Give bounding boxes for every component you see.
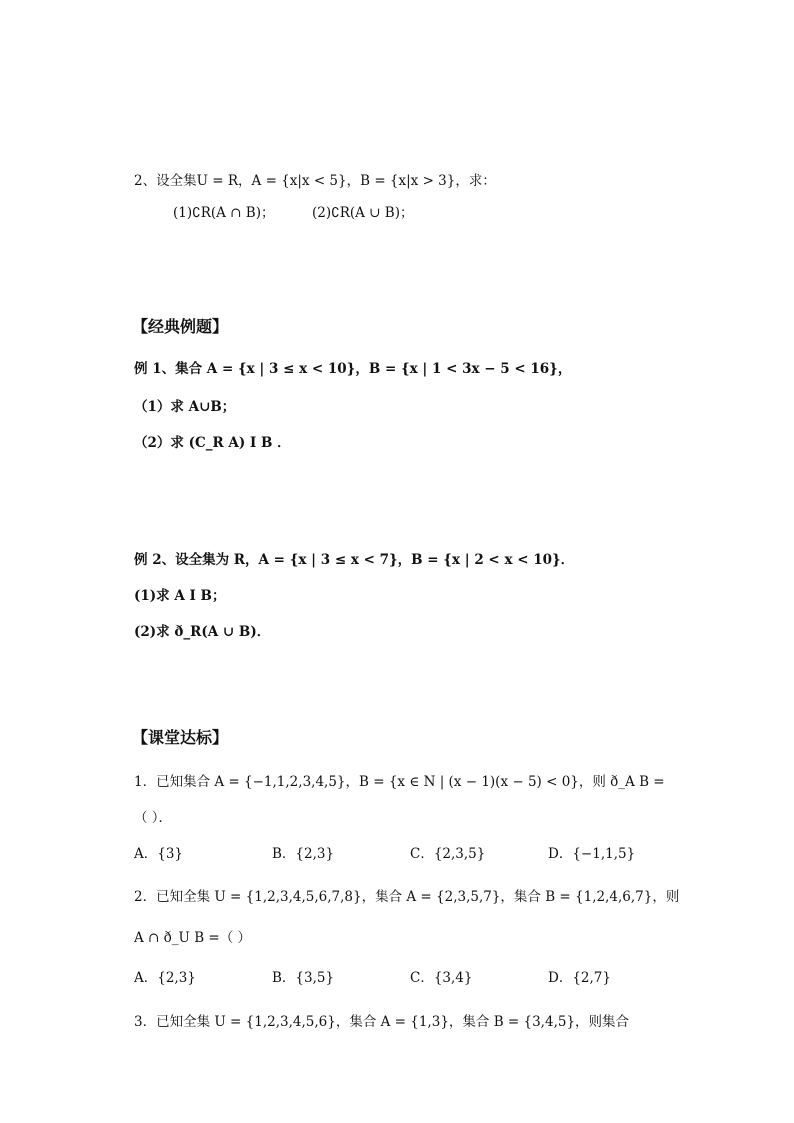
section-heading-practice: 【课堂达标】 <box>132 728 229 747</box>
example1-part2: （2）求 (C_R A) I B ． <box>134 435 291 451</box>
practice1-option-c: C．{2,3,5} <box>410 846 486 862</box>
practice2-expression: A ∩ ð_U B =（ ） <box>134 930 252 946</box>
practice1-option-a: A．{3} <box>134 846 184 862</box>
example2-statement: 例 2、设全集为 R，A = {x | 3 ≤ x < 7}，B = {x | 2 < x < 10}． <box>134 552 575 568</box>
practice1-option-d: D．{−1,1,5} <box>548 846 636 862</box>
q2-part2: (2)∁R(A ∪ B)； <box>312 205 414 221</box>
practice2-option-d: D．{2,7} <box>548 970 611 986</box>
practice2-option-c: C．{3,4} <box>410 970 473 986</box>
practice2-option-b: B．{3,5} <box>272 970 335 986</box>
q2-statement: 2、设全集U = R，A = {x|x < 5}，B = {x|x > 3}，求： <box>134 173 496 189</box>
section-heading-examples: 【经典例题】 <box>132 317 229 336</box>
practice1-blank: （ ）． <box>134 810 173 826</box>
practice3-statement: 3．已知全集 U = {1,2,3,4,5,6}，集合 A = {1,3}，集合 B = {3,4,5}，则集合 <box>134 1014 630 1030</box>
example1-statement: 例 1、集合 A = {x | 3 ≤ x < 10}，B = {x | 1 < 3x − 5 < 16}， <box>134 361 572 377</box>
practice2-option-a: A．{2,3} <box>134 970 196 986</box>
practice2-statement: 2．已知全集 U = {1,2,3,4,5,6,7,8}，集合 A = {2,3,5,7}，集合 B = {1,2,4,6,7}，则 <box>134 889 680 905</box>
practice1-option-b: B．{2,3} <box>272 846 335 862</box>
example1-part1: （1）求 A∪B； <box>134 399 236 415</box>
example2-part2: (2)求 ð_R(A ∪ B)． <box>134 624 271 640</box>
example2-part1: (1)求 A I B； <box>134 588 226 604</box>
practice1-statement: 1．已知集合 A = {−1,1,2,3,4,5}，B = {x ∈ N | (x − 1)(x − 5) < 0}，则 ð_A B = <box>134 774 665 790</box>
q2-part1: (1)∁R(A ∩ B)； <box>173 205 275 221</box>
